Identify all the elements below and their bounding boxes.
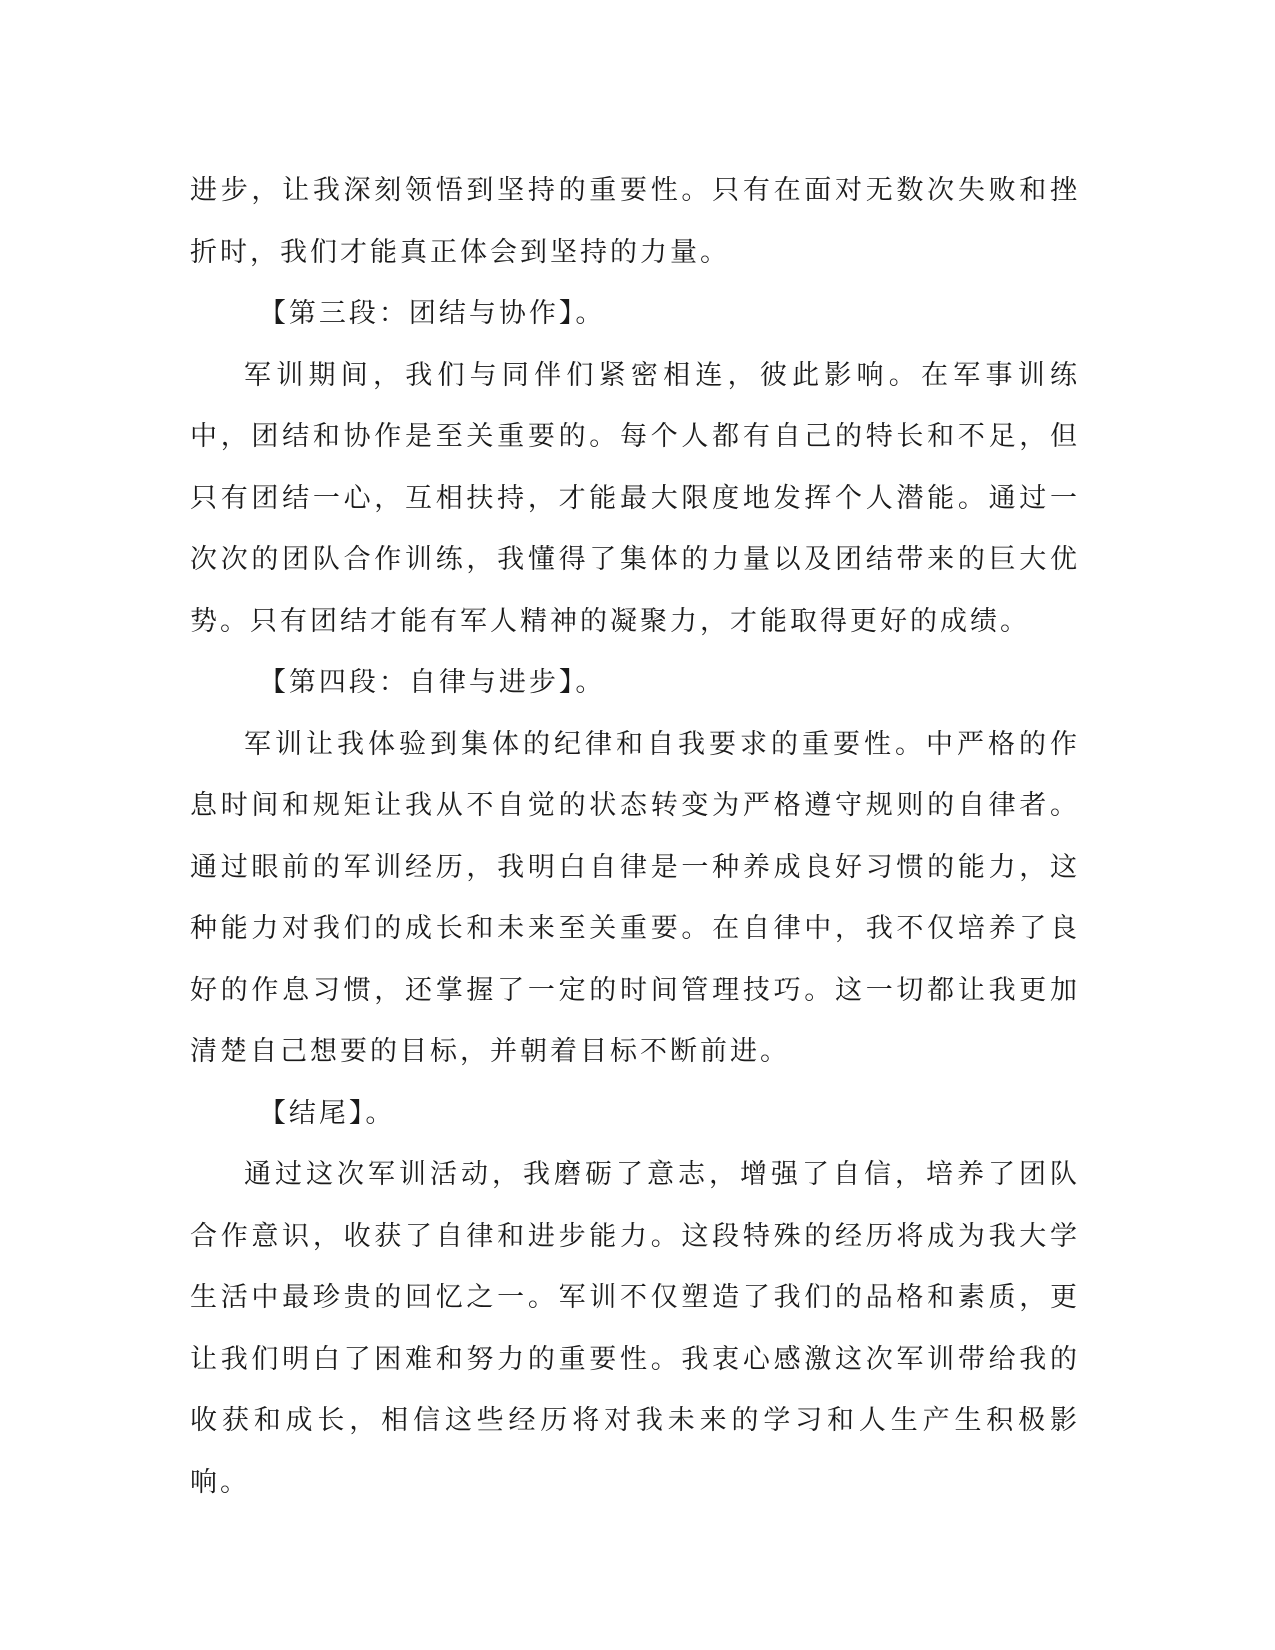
paragraph-discipline: 军训让我体验到集体的纪律和自我要求的重要性。中严格的作息时间和规矩让我从不自觉的状态转变为严格遵守规则的自律者。通过眼前的军训经历，我明白自律是一种养成良好习惯的能力，这种能力对我们的成长和未来至关重要。在自律中，我不仅培养了良好的作息习惯，还掌握了一定的时间管理技巧。这一切都让我更加清楚自己想要的目标，并朝着目标不断前进。 <box>190 728 1080 1067</box>
paragraph-unity: 军训期间，我们与同伴们紧密相连，彼此影响。在军事训练中，团结和协作是至关重要的。每个人都有自己的特长和不足，但只有团结一心，互相扶持，才能最大限度地发挥个人潜能。通过一次次的团队合作训练，我懂得了集体的力量以及团结带来的巨大优势。只有团结才能有军人精神的凝聚力，才能取得更好的成绩。 <box>190 359 1080 637</box>
section-heading-3: 【第三段：团结与协作】。 <box>258 298 606 329</box>
paragraph-continued: 进步，让我深刻领悟到坚持的重要性。只有在面对无数次失败和挫折时，我们才能真正体会到坚持的力量。 <box>190 175 1080 268</box>
document-body <box>190 160 1080 1513</box>
section-heading-ending: 【结尾】。 <box>258 1097 396 1129</box>
section-heading-4: 【第四段：自律与进步】。 <box>258 667 606 698</box>
paragraph-conclusion: 通过这次军训活动，我磨砺了意志，增强了自信，培养了团队合作意识，收获了自律和进步能力。这段特殊的经历将成为我大学生活中最珍贵的回忆之一。军训不仅塑造了我们的品格和素质，更让我们明白了困难和努力的重要性。我衷心感激这次军训带给我的收获和成长，相信这些经历将对我未来的学习和人生产生积极影响。 <box>190 1159 1080 1498</box>
